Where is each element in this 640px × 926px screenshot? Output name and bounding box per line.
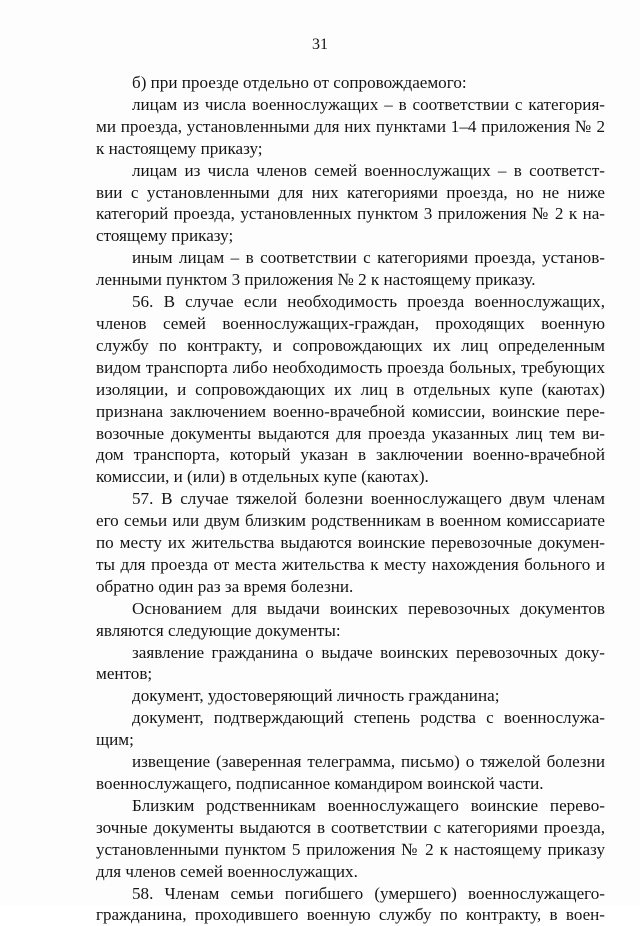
text-line: документ, подтверждающий степень родства с военнослужа- xyxy=(132,708,605,728)
text-line: стоящему приказу; xyxy=(96,226,234,246)
text-line: документ, удостоверяющий личность гражданина; xyxy=(132,686,500,706)
text-line: ты для проезда от места жительства к месту нахождения больного и xyxy=(96,554,605,574)
text-line: комиссии, и (или) в отдельных купе (каютах). xyxy=(96,467,429,487)
text-line: заявление гражданина о выдаче воинских перевозочных доку- xyxy=(132,642,605,662)
text-line: службу по контракту, и сопровождающих их лиц определенным xyxy=(96,335,605,355)
text-line: обратно один раз за время болезни. xyxy=(96,576,354,596)
text-line: лицам из числа членов семей военнослужащих – в соответст- xyxy=(132,160,605,180)
text-line: 56. В случае если необходимость проезда военнослужащих, xyxy=(132,292,605,312)
text-line: вии с установленными для них категориями проезда, но не ниже xyxy=(96,182,605,202)
text-line: членов семей военнослужащих-граждан, проходящих военную xyxy=(96,313,605,333)
text-line: к настоящему приказу; xyxy=(96,138,263,158)
text-line: ленными пунктом 3 приложения № 2 к настоящему приказу. xyxy=(96,270,536,290)
body-text xyxy=(96,72,605,926)
text-line: являются следующие документы: xyxy=(96,620,341,640)
text-line: б) при проезде отдельно от сопровождаемого: xyxy=(132,73,467,92)
text-line: видом транспорта либо необходимость проезда больных, требующих xyxy=(96,357,605,377)
text-line: дом транспорта, который указан в заключении военно-врачебной xyxy=(96,445,605,465)
text-line: гражданина, проходившего военную службу по контракту, в воен- xyxy=(96,905,605,925)
text-line: изоляции, и сопровождающих их лиц в отдельных купе (каютах) xyxy=(96,379,605,399)
page-number: 31 xyxy=(312,36,328,53)
text-line: ми проезда, установленными для них пунктами 1–4 приложения № 2 xyxy=(96,116,605,136)
text-line: для членов семей военнослужащих. xyxy=(96,861,358,881)
text-line: иным лицам – в соответствии с категориями проезда, установ- xyxy=(132,248,605,268)
text-line: 58. Членам семьи погибшего (умершего) военнослужащего- xyxy=(132,883,605,903)
text-line: категорий проезда, установленных пунктом 3 приложения № 2 к на- xyxy=(96,204,605,224)
text-line: зочные документы выдаются в соответствии с категориями проезда, xyxy=(96,817,605,837)
text-line: военнослужащего, подписанное командиром воинской части. xyxy=(96,774,544,793)
text-line: по месту их жительства выдаются воинские перевозочные докумен- xyxy=(96,533,605,553)
text-line: лицам из числа военнослужащих – в соответствии с категория- xyxy=(132,94,605,114)
text-line: Основанием для выдачи воинских перевозочных документов xyxy=(132,598,605,618)
text-line: возочные документы выдаются для проезда указанных лиц тем ви- xyxy=(96,423,605,443)
text-line: извещение (заверенная телеграмма, письмо) о тяжелой болезни xyxy=(132,752,605,772)
text-line: его семьи или двум близким родственникам в военном комиссариате xyxy=(96,511,605,531)
text-line: Близким родственникам военнослужащего воинские перево- xyxy=(132,795,605,815)
text-line: признана заключением военно-врачебной комиссии, воинские пере- xyxy=(96,401,605,421)
text-line: ментов; xyxy=(96,664,153,684)
text-line: 57. В случае тяжелой болезни военнослужащего двум членам xyxy=(132,489,605,509)
text-line: щим; xyxy=(96,730,134,750)
text-line: установленными пунктом 5 приложения № 2 к настоящему приказу xyxy=(96,839,605,859)
